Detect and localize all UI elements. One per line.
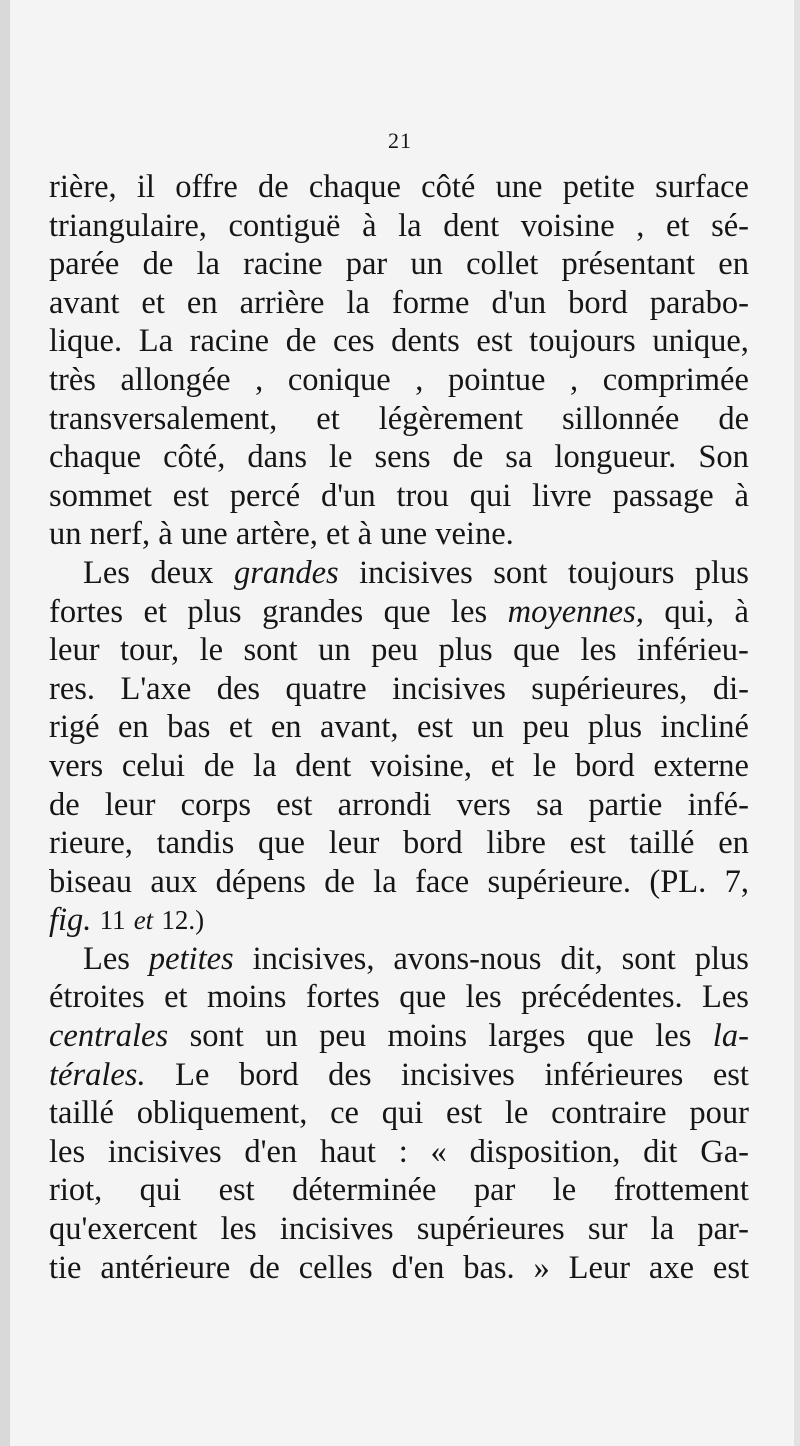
word: est: [446, 1095, 483, 1132]
word: sa: [505, 439, 533, 476]
word: sont: [189, 1018, 244, 1055]
text-line: [49, 1056, 749, 1095]
word: un: [410, 246, 443, 283]
word: incisives: [359, 554, 473, 591]
word: quatre: [285, 670, 367, 707]
word: libre: [486, 825, 546, 862]
word: sont: [621, 940, 676, 977]
word: le: [329, 439, 353, 476]
word: très: [49, 361, 96, 398]
word: celles: [298, 1249, 373, 1286]
word: petite: [562, 169, 635, 205]
word: dents: [391, 323, 460, 360]
word: en: [270, 709, 302, 746]
text-line: [49, 708, 749, 747]
word: dit: [643, 1133, 678, 1170]
word: par: [345, 246, 388, 283]
word: leur: [49, 632, 100, 669]
word: de: [285, 323, 317, 360]
word: artère,: [235, 516, 318, 553]
word: La: [138, 323, 174, 360]
word: face: [415, 863, 470, 900]
word: 7,: [724, 863, 749, 900]
word: leur: [104, 786, 156, 823]
text-line: [49, 1249, 749, 1288]
word: que: [383, 593, 431, 630]
word: la: [196, 246, 220, 283]
word: sens: [374, 439, 431, 476]
word: «: [430, 1133, 447, 1170]
word: sa: [536, 786, 564, 823]
word: légèrement: [378, 400, 524, 437]
word: antérieure: [100, 1249, 231, 1286]
word: ces: [333, 323, 375, 360]
word: qui: [381, 1095, 424, 1132]
word: dent: [295, 747, 352, 784]
text-line: [49, 1210, 749, 1249]
word: vers: [456, 786, 511, 823]
word: moins: [206, 979, 287, 1016]
word: il: [136, 169, 155, 205]
text-line: [49, 593, 749, 632]
word: des: [216, 670, 261, 707]
word: arrière: [239, 284, 325, 321]
word: riot,: [49, 1172, 103, 1209]
word: côté,: [163, 439, 226, 476]
text-line: [49, 1017, 749, 1056]
word: livre: [532, 477, 592, 514]
word: est: [416, 709, 454, 746]
text-line: [49, 245, 749, 284]
word: trou: [396, 477, 449, 514]
text-line: [49, 824, 749, 863]
word: et: [228, 709, 253, 746]
text-line: [49, 863, 749, 902]
word: racine: [189, 323, 270, 360]
word: que: [399, 979, 447, 1016]
word: la: [650, 1211, 675, 1248]
word: toujours: [529, 323, 636, 360]
word: et: [141, 284, 165, 321]
word: plus: [587, 709, 643, 746]
word: contiguë: [228, 207, 341, 244]
word: moins: [387, 1018, 467, 1055]
word: les: [49, 1133, 86, 1170]
word: pour: [689, 1095, 749, 1132]
word: la: [346, 284, 370, 321]
word: chaque: [49, 439, 142, 476]
word: longueur.: [554, 439, 677, 476]
word: »: [533, 1249, 550, 1286]
word: peu: [522, 709, 570, 746]
word: que: [513, 632, 560, 669]
word: surface: [655, 169, 749, 205]
word: le: [552, 1172, 577, 1209]
word: inférieures: [544, 1056, 684, 1093]
word: de: [203, 747, 235, 784]
text-line: [49, 438, 749, 477]
word: qui: [139, 1172, 182, 1209]
word: tie: [49, 1249, 82, 1286]
word: larges: [488, 1018, 566, 1055]
word: fig.: [49, 902, 92, 939]
word: que: [258, 825, 305, 862]
word: sont: [243, 632, 298, 669]
word: incisives: [401, 1056, 515, 1093]
word: un: [471, 709, 504, 746]
word: les: [451, 593, 488, 630]
word: est: [476, 323, 513, 360]
word: bord: [239, 1056, 299, 1093]
word: par: [473, 1172, 516, 1209]
word: Ga-: [700, 1133, 749, 1170]
word: le: [504, 1095, 529, 1132]
word: de: [257, 169, 289, 205]
word: avant: [49, 284, 120, 321]
word: rigé: [49, 709, 100, 746]
word: d'un: [491, 284, 547, 321]
word: toujours: [567, 554, 675, 591]
word: fortes: [49, 593, 123, 630]
word: de: [324, 863, 355, 900]
word: et: [490, 747, 515, 784]
word: res.: [49, 670, 96, 707]
text-line: [49, 1171, 749, 1210]
word: ,: [415, 361, 424, 398]
text-line: [49, 1094, 749, 1133]
word: qui: [469, 477, 512, 514]
word: ,: [255, 361, 264, 398]
word: obliquement,: [136, 1095, 308, 1132]
word: plus: [438, 632, 493, 669]
word: vers: [49, 747, 104, 784]
word: offre: [175, 169, 238, 205]
word: le: [532, 747, 557, 784]
word: fortes: [305, 979, 380, 1016]
word: Les: [702, 979, 749, 1016]
word: (PL.: [649, 863, 707, 900]
word: une: [380, 516, 428, 553]
word: pointue: [447, 361, 546, 398]
word: Le: [175, 1056, 210, 1093]
word: 12.): [161, 905, 205, 936]
word: tandis: [156, 825, 235, 862]
word: peu: [319, 1018, 367, 1055]
page-left-edge: [0, 0, 10, 1446]
word: infé-: [687, 786, 749, 823]
word: en: [718, 246, 749, 283]
word: les: [655, 1018, 692, 1055]
word: dépens: [215, 863, 306, 900]
word: que: [586, 1018, 634, 1055]
word: de: [718, 400, 749, 437]
word: et: [143, 593, 167, 630]
word: unique,: [652, 323, 749, 360]
word: arrondi: [337, 786, 432, 823]
word: en: [117, 709, 149, 746]
word: grandes: [262, 593, 364, 630]
word: d'un: [321, 477, 376, 514]
word: bas: [167, 709, 211, 746]
word: d'en: [391, 1249, 445, 1286]
word: allongée: [120, 361, 231, 398]
word: percé: [229, 477, 301, 514]
word: transversalement,: [49, 400, 278, 437]
word: lique.: [49, 323, 123, 360]
word: dent: [443, 207, 500, 244]
text-line: [49, 631, 749, 670]
word: biseau: [49, 863, 133, 900]
word: triangulaire,: [49, 207, 207, 244]
word: à: [734, 477, 749, 514]
word: une: [495, 169, 543, 205]
word: deux: [150, 554, 214, 591]
text-line: [49, 400, 749, 439]
word: les: [465, 979, 502, 1016]
text-line: [49, 322, 749, 361]
word: incisives: [392, 670, 506, 707]
word: taillé: [629, 825, 695, 862]
text-line: [49, 940, 749, 979]
word: Les: [83, 940, 130, 977]
word: supérieure.: [487, 863, 632, 900]
word: bord: [568, 284, 628, 321]
word: de: [452, 439, 484, 476]
word: externe: [653, 747, 749, 784]
word: plus: [694, 940, 749, 977]
word: comprimée: [602, 361, 749, 398]
word: est: [712, 1249, 749, 1286]
word: chaque: [308, 169, 401, 205]
text-line: [49, 361, 749, 400]
word: en: [186, 284, 218, 321]
word: veine.: [435, 516, 514, 553]
word: de: [49, 786, 80, 823]
word: plus: [694, 554, 749, 591]
word: d'en: [244, 1133, 298, 1170]
word: forme: [391, 284, 470, 321]
word: à: [158, 516, 173, 553]
word: ,: [636, 207, 645, 244]
word: les: [580, 632, 617, 669]
body-text: [49, 168, 749, 1287]
word: et: [164, 979, 188, 1016]
word: moyennes,: [507, 593, 644, 630]
word: taillé: [49, 1095, 114, 1132]
word: est: [569, 825, 606, 862]
word: parée: [49, 246, 120, 283]
word: Son: [698, 439, 749, 476]
text-line: [49, 477, 749, 516]
word: sont: [493, 554, 548, 591]
word: bord: [575, 747, 635, 784]
word: de: [142, 246, 174, 283]
word: dans: [247, 439, 307, 476]
word: petites: [148, 940, 234, 977]
word: bord: [403, 825, 463, 862]
word: une: [180, 516, 228, 553]
word: Leur: [568, 1249, 631, 1286]
text-line: [49, 515, 749, 554]
word: à: [362, 207, 377, 244]
word: est: [218, 1172, 255, 1209]
word: un: [318, 632, 351, 669]
word: incisives,: [252, 940, 375, 977]
word: les: [220, 1211, 257, 1248]
text-line: [49, 168, 749, 207]
word: 11: [99, 905, 126, 936]
word: partie: [588, 786, 663, 823]
word: voisine,: [369, 747, 472, 784]
word: incisives: [107, 1133, 222, 1170]
word: rieure,: [49, 825, 133, 862]
word: ,: [570, 361, 579, 398]
word: sillonnée: [562, 400, 680, 437]
word: des: [328, 1056, 372, 1093]
page-right-edge: [794, 0, 800, 1446]
word: incliné: [660, 709, 749, 746]
word: corps: [180, 786, 252, 823]
word: voisine: [520, 207, 615, 244]
word: avant,: [319, 709, 399, 746]
word: sé-: [711, 207, 749, 244]
text-line: [49, 978, 749, 1017]
word: sommet: [49, 477, 152, 514]
word: Les: [83, 554, 130, 591]
word: supérieures: [416, 1211, 565, 1248]
word: haut: [319, 1133, 376, 1170]
word: est: [172, 477, 209, 514]
word: sur: [587, 1211, 628, 1248]
word: collet: [466, 246, 539, 283]
word: peu: [371, 632, 418, 669]
word: avons-nous: [393, 940, 542, 977]
word: présentant: [561, 246, 696, 283]
word: nerf,: [89, 516, 151, 553]
word: un: [265, 1018, 298, 1055]
word: côté: [421, 169, 476, 205]
word: la: [398, 207, 422, 244]
word: qu'exercent: [49, 1211, 198, 1248]
word: à: [734, 593, 749, 630]
word: centrales: [49, 1018, 169, 1055]
text-line: [49, 786, 749, 825]
word: leur: [328, 825, 380, 862]
word: incisives: [279, 1211, 394, 1248]
word: est: [712, 1056, 749, 1093]
word: parabo-: [649, 284, 749, 321]
word: :: [398, 1133, 408, 1170]
word: aux: [150, 863, 198, 900]
word: en: [718, 825, 749, 862]
word: térales.: [49, 1056, 146, 1093]
word: précédentes.: [521, 979, 683, 1016]
word: déterminée: [292, 1172, 437, 1209]
word: la: [373, 863, 397, 900]
text-line: [49, 901, 749, 940]
word: qui,: [664, 593, 714, 630]
text-line: [49, 747, 749, 786]
word: et: [666, 207, 690, 244]
word: grandes: [233, 554, 339, 591]
word: et: [133, 905, 154, 936]
text-line: [49, 207, 749, 246]
word: L'axe: [120, 670, 192, 707]
word: étroites: [49, 979, 145, 1016]
word: ce: [330, 1095, 359, 1132]
word: bas.: [463, 1249, 515, 1286]
word: est: [276, 786, 313, 823]
word: de: [249, 1249, 280, 1286]
word: rière,: [49, 169, 117, 205]
word: et: [326, 516, 350, 553]
word: dit,: [560, 940, 603, 977]
text-line: [49, 670, 749, 709]
word: passage: [612, 477, 714, 514]
word: di-: [712, 670, 749, 707]
word: inférieu-: [636, 632, 749, 669]
word: disposition,: [469, 1133, 621, 1170]
text-line: [49, 554, 749, 593]
page-number: 21: [388, 128, 412, 153]
word: celui: [121, 747, 186, 784]
word: supérieures,: [531, 670, 688, 707]
word: la: [253, 747, 277, 784]
word: un: [49, 516, 82, 553]
word: à: [357, 516, 373, 553]
word: et: [316, 400, 340, 437]
word: le: [199, 632, 224, 669]
word: contraire: [551, 1095, 667, 1132]
word: par-: [697, 1211, 749, 1248]
word: conique: [287, 361, 391, 398]
word: axe: [648, 1249, 695, 1286]
word: plus: [187, 593, 242, 630]
text-line: [49, 284, 749, 323]
word: racine: [243, 246, 323, 283]
word: tour,: [119, 632, 180, 669]
word: la-: [712, 1018, 749, 1055]
text-line: [49, 1133, 749, 1172]
word: frottement: [613, 1172, 749, 1209]
